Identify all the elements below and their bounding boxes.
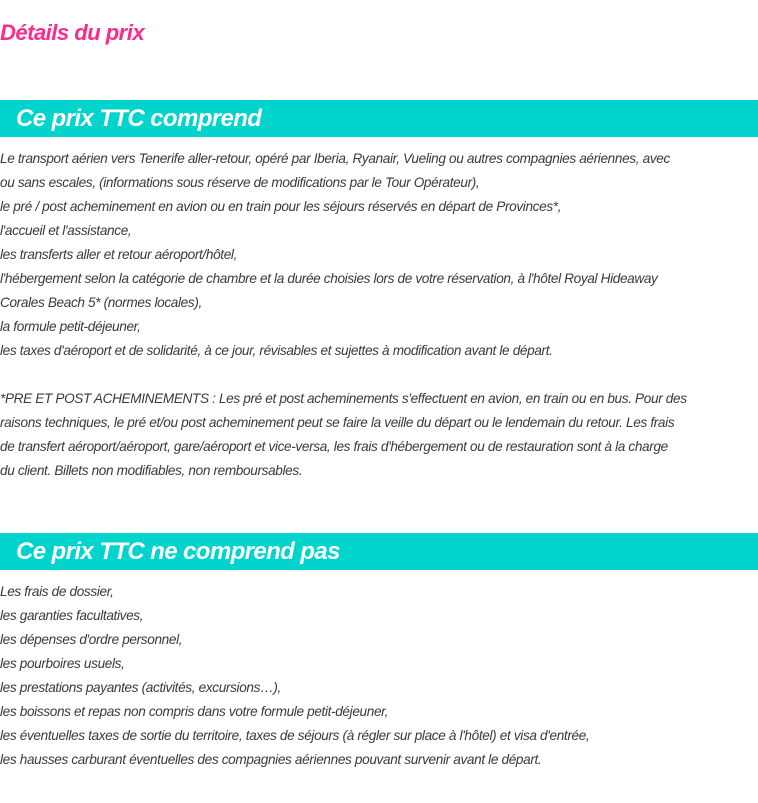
excluded-line: les éventuelles taxes de sortie du territoire, taxes de séjours (à régler sur place à l'hôtel) et visa d'entrée, bbox=[0, 728, 590, 743]
included-line: Corales Beach 5* (normes locales), bbox=[0, 295, 202, 310]
excluded-heading: Ce prix TTC ne comprend pas bbox=[0, 533, 758, 570]
note-line: *PRE ET POST ACHEMINEMENTS : Les pré et post acheminements s'effectuent en avion, en train ou en bus. Pour des bbox=[0, 391, 687, 406]
excluded-line: les dépenses d'ordre personnel, bbox=[0, 632, 183, 647]
included-line: la formule petit-déjeuner, bbox=[0, 319, 141, 334]
included-line: Le transport aérien vers Tenerife aller-retour, opéré par Iberia, Ryanair, Vueling ou autres compagnies aériennes, avec bbox=[0, 151, 670, 166]
included-line: ou sans escales, (informations sous réserve de modifications par le Tour Opérateur), bbox=[0, 175, 480, 190]
excluded-list bbox=[0, 580, 758, 772]
included-line: les transferts aller et retour aéroport/hôtel, bbox=[0, 247, 238, 262]
included-line: les taxes d'aéroport et de solidarité, à ce jour, révisables et sujettes à modification avant le départ. bbox=[0, 343, 553, 358]
note-line: de transfert aéroport/aéroport, gare/aéroport et vice-versa, les frais d'hébergement ou de restauration sont à la charge bbox=[0, 439, 668, 454]
excluded-line: les pourboires usuels, bbox=[0, 656, 125, 671]
excluded-line: les boissons et repas non compris dans votre formule petit-déjeuner, bbox=[0, 704, 389, 719]
page-title: Détails du prix bbox=[0, 20, 145, 45]
included-list bbox=[0, 147, 758, 363]
included-line: l'hébergement selon la catégorie de chambre et la durée choisies lors de votre réservation, à l'hôtel Royal Hideaway bbox=[0, 271, 658, 286]
included-heading: Ce prix TTC comprend bbox=[0, 100, 758, 137]
included-line: l'accueil et l'assistance, bbox=[0, 223, 132, 238]
excluded-line: les garanties facultatives, bbox=[0, 608, 144, 623]
excluded-line: les hausses carburant éventuelles des compagnies aériennes pouvant survenir avant le départ. bbox=[0, 752, 542, 767]
prepost-note bbox=[0, 387, 758, 483]
excluded-line: les prestations payantes (activités, excursions…), bbox=[0, 680, 281, 695]
note-line: raisons techniques, le pré et/ou post acheminement peut se faire la veille du départ ou le lendemain du retour. Les frais bbox=[0, 415, 675, 430]
note-line: du client. Billets non modifiables, non remboursables. bbox=[0, 463, 303, 478]
included-line: le pré / post acheminement en avion ou en train pour les séjours réservés en départ de Provinces*, bbox=[0, 199, 562, 214]
excluded-line: Les frais de dossier, bbox=[0, 584, 114, 599]
